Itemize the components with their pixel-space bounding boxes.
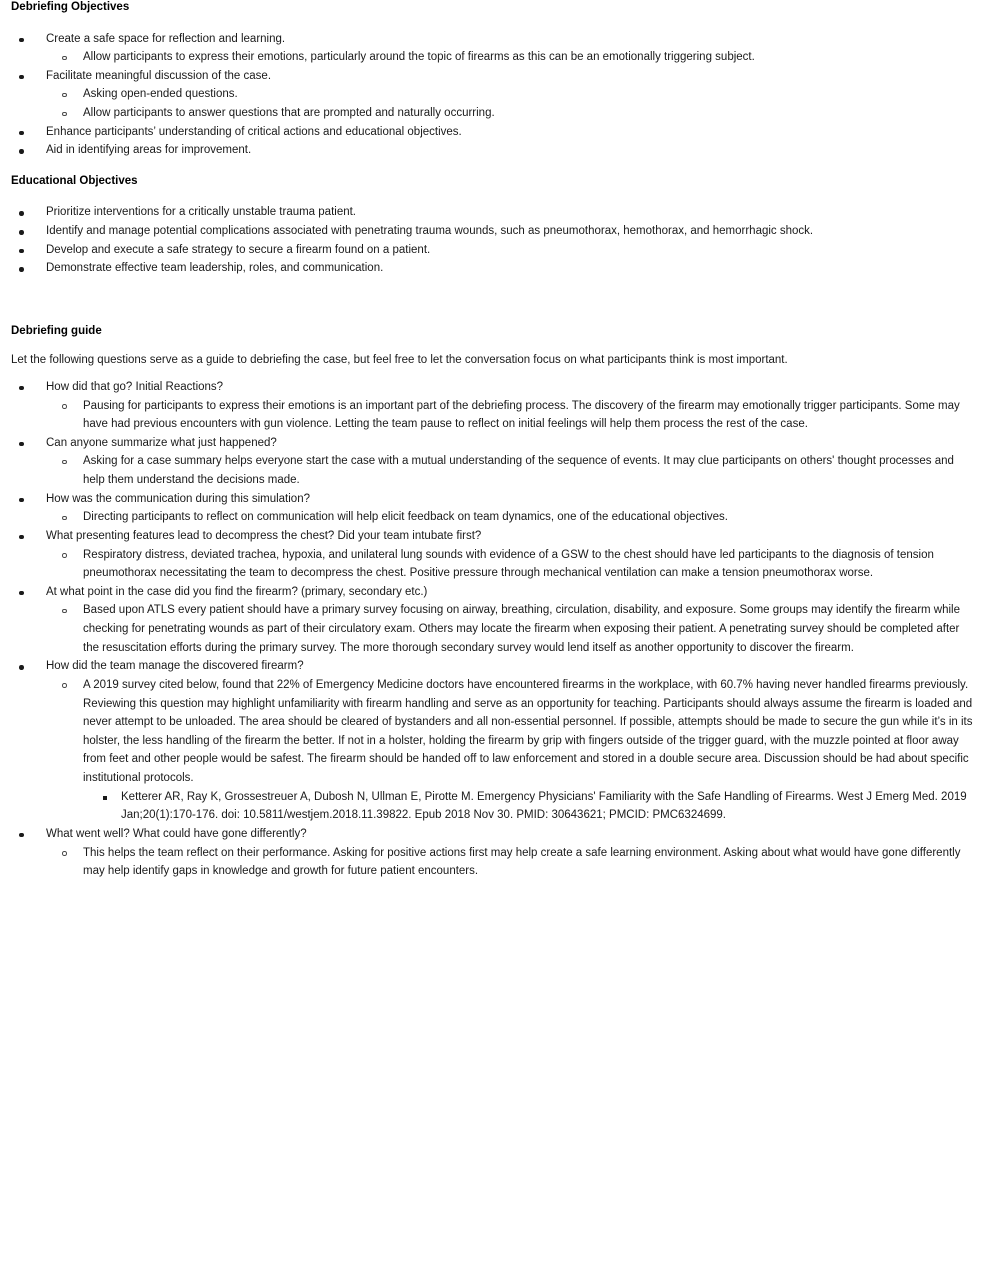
list-item: What presenting features lead to decompress the chest? Did your team intubate first? <box>16 527 978 546</box>
list-item: Can anyone summarize what just happened? <box>16 434 978 453</box>
list-item: A 2019 survey cited below, found that 22% of Emergency Medicine doctors have encountered firearms in the workplace, with 60.7% having never handled firearms previously. Reviewing this question may highlight unfamiliarity with firearm handling and serve as an opportunity for teaching. Participants should always assume the firearm is loaded and never attempt to be unloaded. The area should be cleared of bystanders and all non-essential personnel. If possible, attempts should be made to secure the gun while it’s in its holster, the less handling of the firearm the better. If not in a holster, holding the firearm by grip with fingers outside of the trigger guard, with the muzzle pointed at floor away from feet and other people would be safest. The firearm should be handed off to law enforcement and stored in a double secure area. Discussion should be had about specific institutional protocols. <box>55 676 978 788</box>
list-item: This helps the team reflect on their performance. Asking for positive actions first may help create a safe learning environment. Asking about what would have gone differently may help identify gaps in knowledge and growth for future patient encounters. <box>55 844 978 881</box>
list-item: Identify and manage potential complications associated with penetrating trauma wounds, such as pneumothorax, hemothorax, and hemorrhagic shock. <box>16 222 978 241</box>
spacer <box>11 278 978 324</box>
list-item-citation: Ketterer AR, Ray K, Grossestreuer A, Dubosh N, Ullman E, Pirotte M. Emergency Physicians' Familiarity with the Safe Handling of Firearms. West J Emerg Med. 2019 Jan;20(1):170-176. doi: 10.5811/westjem.2018.11.39822. Epub 2018 Nov 30. PMID: 30643621; PMCID: PMC6324699. <box>95 788 978 825</box>
list-item: Enhance participants’ understanding of critical actions and educational objectives. <box>16 123 978 142</box>
spacer <box>11 160 978 174</box>
debriefing-guide-intro: Let the following questions serve as a guide to debriefing the case, but feel free to let the conversation focus on what participants think is most important. <box>11 354 788 367</box>
list-item: How was the communication during this simulation? <box>16 490 978 509</box>
list-item: Directing participants to reflect on communication will help elicit feedback on team dynamics, one of the educational objectives. <box>55 508 978 527</box>
list-item: Respiratory distress, deviated trachea, hypoxia, and unilateral lung sounds with evidence of a GSW to the chest should have led participants to the diagnosis of tension pneumothorax necessitating the team to decompress the chest. Positive pressure through mechanical ventilation can make a tension pneumothorax worse. <box>55 546 978 583</box>
list-item: Allow participants to express their emotions, particularly around the topic of firearms as this can be an emotionally triggering subject. <box>55 48 978 67</box>
list-item: Based upon ATLS every patient should have a primary survey focusing on airway, breathing, circulation, disability, and exposure. Some groups may identify the firearm while checking for penetrating wounds as part of their circulatory exam. Others may locate the firearm when exposing their patient. A penetrating survey should be completed after the resuscitation efforts during the primary survey. The more thorough secondary survey would lend itself as another opportunity to discover the firearm. <box>55 601 978 657</box>
section-heading-educational-objectives: Educational Objectives <box>11 174 138 187</box>
list-item: Asking open-ended questions. <box>55 85 978 104</box>
list-item: Demonstrate effective team leadership, roles, and communication. <box>16 259 978 278</box>
list-item: How did that go? Initial Reactions? <box>16 378 978 397</box>
section-heading-debriefing-objectives: Debriefing Objectives <box>11 1 130 13</box>
spacer <box>11 16 978 30</box>
spacer <box>11 189 978 203</box>
list-item: Aid in identifying areas for improvement. <box>16 141 978 160</box>
list-debriefing-objectives <box>11 30 978 160</box>
spacer <box>11 339 978 353</box>
list-item: Asking for a case summary helps everyone start the case with a mutual understanding of the sequence of events. It may clue participants on others' thought processes and help them understand the decisions made. <box>55 452 978 489</box>
list-item: How did the team manage the discovered firearm? <box>16 657 978 676</box>
list-item: Develop and execute a safe strategy to secure a firearm found on a patient. <box>16 241 978 260</box>
list-educational-objectives <box>11 203 978 278</box>
list-item: Pausing for participants to express their emotions is an important part of the debriefing process. The discovery of the firearm may emotionally trigger participants. Some may have had previous encounters with gun violence. Letting the team pause to reflect on initial feelings will help them process the rest of the case. <box>55 397 978 434</box>
list-item: Create a safe space for reflection and learning. <box>16 30 978 49</box>
list-item: At what point in the case did you find the firearm? (primary, secondary etc.) <box>16 583 978 602</box>
section-heading-debriefing-guide: Debriefing guide <box>11 324 102 337</box>
list-item: Allow participants to answer questions that are prompted and naturally occurring. <box>55 104 978 123</box>
list-item: What went well? What could have gone differently? <box>16 825 978 844</box>
spacer <box>11 369 978 378</box>
list-debriefing-guide <box>11 378 978 881</box>
list-item: Prioritize interventions for a critically unstable trauma patient. <box>16 203 978 222</box>
list-item: Facilitate meaningful discussion of the case. <box>16 67 978 86</box>
